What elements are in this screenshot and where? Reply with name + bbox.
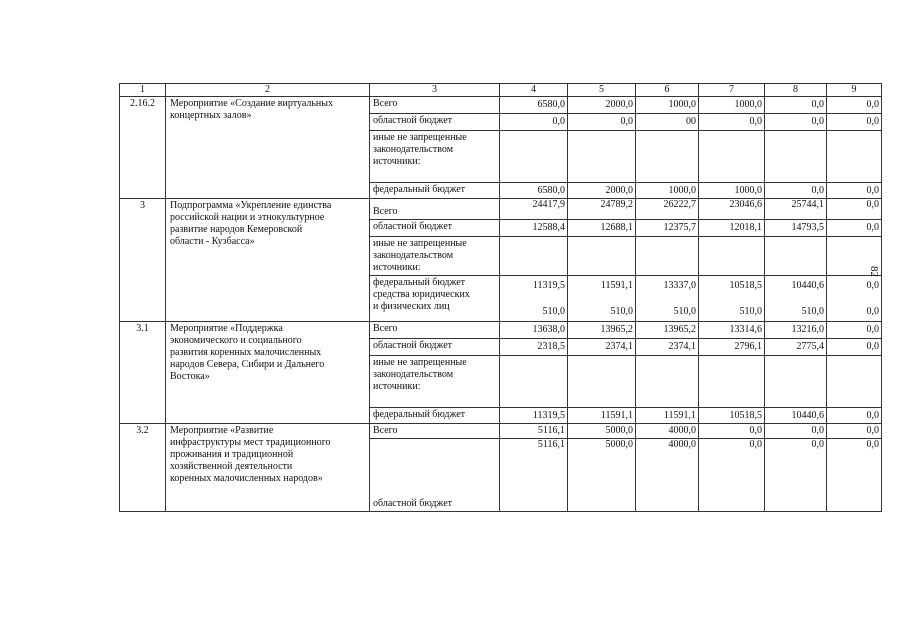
value-line: 24417,9 (532, 199, 565, 210)
table-row (120, 199, 882, 220)
value-line: 11319,5 (532, 409, 565, 421)
value-line: 10440,6 (791, 409, 824, 421)
value-cell (636, 199, 699, 220)
value-line: 5116,1 (537, 439, 565, 450)
value-cell (699, 339, 765, 356)
value-line: 510,0 (673, 306, 696, 317)
value-cell (827, 424, 882, 439)
value-cell (636, 220, 699, 237)
source-label-line: областной бюджет (373, 340, 453, 351)
value-cell (699, 322, 765, 339)
value-cell (765, 339, 827, 356)
value-cell (827, 356, 882, 408)
value-cell (500, 339, 568, 356)
value-cell (636, 183, 699, 199)
value-line: 12688,1 (600, 222, 633, 233)
value-line: 24789,2 (600, 199, 633, 210)
header-cell: 2 (166, 84, 370, 97)
value-line: 0,0 (811, 116, 824, 127)
value-cell (827, 114, 882, 131)
section-name-line: области - Кузбасса» (170, 236, 255, 247)
value-cell (765, 276, 827, 322)
source-label-line: Всего (373, 323, 398, 334)
source-label-line: средства юридических (373, 289, 470, 300)
source-label (370, 237, 500, 276)
value-line: 0,0 (866, 99, 879, 110)
value-line: 13337,0 (663, 280, 696, 291)
value-cell (568, 439, 636, 512)
value-line: 6580,0 (537, 99, 565, 110)
source-label (370, 199, 500, 220)
value-cell (636, 356, 699, 408)
value-cell (765, 408, 827, 424)
value-cell (699, 131, 765, 183)
value-cell (568, 339, 636, 356)
source-label-line: иные не запрещенные (373, 357, 467, 368)
value-line: 0,0 (866, 116, 879, 127)
section-name-line: Востока» (170, 371, 210, 382)
value-line: 23046,6 (729, 199, 762, 210)
value-cell (765, 183, 827, 199)
source-label-line: источники: (373, 381, 421, 392)
source-label-line: Всего (373, 206, 398, 217)
source-label-line: федеральный бюджет (373, 409, 466, 420)
source-label-line: федеральный бюджет (373, 277, 466, 288)
value-line: 0,0 (811, 425, 824, 436)
section-name-line: экономического и социального (170, 335, 302, 346)
value-cell (500, 183, 568, 199)
value-line: 1000,0 (734, 99, 762, 110)
value-line: 11591,1 (663, 409, 696, 421)
source-label (370, 276, 500, 322)
value-line: 0,0 (866, 199, 879, 210)
value-line: 12588,4 (532, 222, 565, 233)
value-cell (500, 237, 568, 276)
value-line: 11591,1 (600, 280, 633, 291)
value-cell (765, 97, 827, 114)
value-cell (827, 339, 882, 356)
value-line: 25744,1 (791, 199, 824, 210)
value-line: 0,0 (866, 184, 879, 196)
value-cell (699, 199, 765, 220)
header-cell: 3 (370, 84, 500, 97)
value-cell (636, 408, 699, 424)
section-name-line: инфраструктуры мест традиционного (170, 437, 331, 448)
value-line: 0,0 (866, 425, 879, 436)
value-line: 10518,5 (729, 409, 762, 421)
value-line: 0,0 (866, 341, 879, 352)
value-cell (765, 439, 827, 512)
value-cell (500, 131, 568, 183)
value-line: 0,0 (866, 409, 879, 421)
section-name-line: народов Севера, Сибири и Дальнего (170, 359, 325, 370)
value-line: 4000,0 (668, 425, 696, 436)
value-line: 11591,1 (600, 409, 633, 421)
value-cell (699, 424, 765, 439)
value-cell (568, 114, 636, 131)
value-cell (699, 97, 765, 114)
value-cell (765, 322, 827, 339)
value-line: 0,0 (749, 116, 762, 127)
value-cell (500, 439, 568, 512)
value-cell (636, 114, 699, 131)
value-line: 5000,0 (605, 439, 633, 450)
value-cell (500, 114, 568, 131)
value-cell (827, 439, 882, 512)
section-name-line: хозяйственной деятельности (170, 461, 293, 472)
header-cell: 9 (827, 84, 882, 97)
value-line: 0,0 (749, 439, 762, 450)
value-line: 1000,0 (668, 99, 696, 110)
table-row (120, 322, 882, 339)
section-code: 3 (120, 199, 166, 322)
section-name-line: Подпрограмма «Укрепление единства (170, 200, 332, 211)
value-line: 0,0 (866, 306, 879, 317)
value-cell (636, 439, 699, 512)
value-cell (568, 131, 636, 183)
table-row (120, 424, 882, 439)
value-cell (827, 131, 882, 183)
value-cell (500, 408, 568, 424)
section-name-line: российской нации и этнокультурное (170, 212, 325, 223)
source-label-line: Всего (373, 98, 398, 109)
value-line: 26222,7 (663, 199, 696, 210)
value-cell (568, 408, 636, 424)
value-line: 0,0 (811, 184, 824, 196)
value-cell (568, 424, 636, 439)
source-label (370, 424, 500, 439)
value-line: 13638,0 (532, 324, 565, 335)
section-name-line: концертных залов» (170, 110, 252, 121)
source-label-line: источники: (373, 262, 421, 273)
value-line: 0,0 (811, 99, 824, 110)
value-cell (636, 339, 699, 356)
value-cell (827, 276, 882, 322)
source-label (370, 339, 500, 356)
value-line: 00 (686, 116, 696, 127)
value-cell (699, 114, 765, 131)
section-code: 3.1 (120, 322, 166, 424)
section-name-line: Мероприятие «Создание виртуальных (170, 98, 333, 109)
value-cell (827, 97, 882, 114)
value-cell (765, 199, 827, 220)
value-line: 13314,6 (729, 324, 762, 335)
section-name (166, 424, 370, 512)
value-cell (568, 183, 636, 199)
source-label-line: законодательством (373, 144, 454, 155)
value-cell (636, 424, 699, 439)
value-cell (568, 220, 636, 237)
value-line: 12018,1 (729, 222, 762, 233)
value-cell (765, 220, 827, 237)
value-cell (765, 237, 827, 276)
budget-table (119, 83, 882, 512)
source-label-line: законодательством (373, 369, 454, 380)
source-label (370, 131, 500, 183)
value-cell (500, 356, 568, 408)
value-cell (699, 439, 765, 512)
header-row (120, 84, 882, 97)
value-cell (765, 131, 827, 183)
value-cell (568, 97, 636, 114)
value-cell (636, 131, 699, 183)
section-name-line: развитие народов Кемеровской (170, 224, 303, 235)
source-label-line: областной бюджет (373, 115, 453, 126)
source-label (370, 114, 500, 131)
source-label (370, 439, 500, 512)
value-line: 0,0 (552, 116, 565, 127)
value-cell (636, 237, 699, 276)
value-cell (699, 276, 765, 322)
value-line: 4000,0 (668, 439, 696, 450)
value-line: 1000,0 (668, 184, 696, 196)
page-number: 82 (868, 266, 880, 277)
value-line: 2796,1 (734, 341, 762, 352)
value-cell (500, 220, 568, 237)
section-code: 3.2 (120, 424, 166, 512)
value-cell (568, 322, 636, 339)
section-name-line: Мероприятие «Поддержка (170, 323, 283, 334)
header-cell: 5 (568, 84, 636, 97)
value-cell (568, 237, 636, 276)
value-cell (699, 237, 765, 276)
value-cell (827, 408, 882, 424)
value-line: 2374,1 (605, 341, 633, 352)
value-line: 0,0 (811, 439, 824, 450)
value-line: 510,0 (801, 306, 824, 317)
value-line: 0,0 (866, 222, 879, 233)
source-label-line: и физических лиц (373, 301, 450, 312)
value-cell (699, 408, 765, 424)
source-label (370, 356, 500, 408)
value-line: 13216,0 (791, 324, 824, 335)
value-line: 0,0 (866, 439, 879, 450)
value-cell (500, 97, 568, 114)
section-name (166, 199, 370, 322)
value-line: 0,0 (866, 280, 879, 291)
value-line: 0,0 (749, 425, 762, 436)
source-label (370, 183, 500, 199)
header-cell: 4 (500, 84, 568, 97)
source-label-line: иные не запрещенные (373, 132, 467, 143)
section-name-line: Мероприятие «Развитие (170, 425, 274, 436)
value-line: 11319,5 (532, 280, 565, 291)
header-cell: 7 (699, 84, 765, 97)
source-label-line: иные не запрещенные (373, 238, 467, 249)
value-cell (827, 199, 882, 220)
source-label-line: источники: (373, 156, 421, 167)
value-line: 510,0 (610, 306, 633, 317)
value-cell (636, 276, 699, 322)
section-name-line: развития коренных малочисленных (170, 347, 322, 358)
value-line: 2000,0 (605, 99, 633, 110)
value-cell (568, 356, 636, 408)
value-line: 13965,2 (600, 324, 633, 335)
value-cell (765, 424, 827, 439)
value-cell (636, 322, 699, 339)
value-cell (827, 220, 882, 237)
source-label (370, 220, 500, 237)
header-cell: 1 (120, 84, 166, 97)
value-line: 5116,1 (537, 425, 565, 436)
source-label-line: федеральный бюджет (373, 184, 466, 195)
value-line: 10518,5 (729, 280, 762, 291)
header-cell: 8 (765, 84, 827, 97)
section-code: 2.16.2 (120, 97, 166, 199)
value-line: 2775,4 (796, 341, 824, 352)
source-label (370, 408, 500, 424)
source-label (370, 97, 500, 114)
source-label-line: областной бюджет (373, 498, 453, 509)
source-label-line: Всего (373, 425, 398, 436)
value-cell (765, 356, 827, 408)
value-cell (500, 199, 568, 220)
value-cell (765, 114, 827, 131)
source-label (370, 322, 500, 339)
value-cell (568, 199, 636, 220)
table-row (120, 97, 882, 114)
value-cell (568, 276, 636, 322)
value-line: 0,0 (866, 324, 879, 335)
section-name (166, 97, 370, 199)
source-label-line: законодательством (373, 250, 454, 261)
value-line: 12375,7 (663, 222, 696, 233)
value-cell (500, 276, 568, 322)
value-line: 14793,5 (791, 222, 824, 233)
value-line: 10440,6 (791, 280, 824, 291)
value-cell (636, 97, 699, 114)
value-line: 510,0 (542, 306, 565, 317)
header-cell: 6 (636, 84, 699, 97)
value-line: 2318,5 (537, 341, 565, 352)
section-name (166, 322, 370, 424)
value-line: 0,0 (620, 116, 633, 127)
section-name-line: проживания и традиционной (170, 449, 294, 460)
value-line: 5000,0 (605, 425, 633, 436)
value-cell (699, 220, 765, 237)
value-cell (699, 183, 765, 199)
source-label-line: областной бюджет (373, 221, 453, 232)
section-name-line: коренных малочисленных народов» (170, 473, 323, 484)
value-line: 6580,0 (537, 184, 565, 196)
value-line: 2374,1 (668, 341, 696, 352)
value-line: 1000,0 (734, 184, 762, 196)
value-line: 510,0 (739, 306, 762, 317)
value-cell (500, 424, 568, 439)
value-cell (500, 322, 568, 339)
value-cell (827, 183, 882, 199)
value-cell (827, 322, 882, 339)
value-line: 2000,0 (605, 184, 633, 196)
value-cell (699, 356, 765, 408)
value-line: 13965,2 (663, 324, 696, 335)
